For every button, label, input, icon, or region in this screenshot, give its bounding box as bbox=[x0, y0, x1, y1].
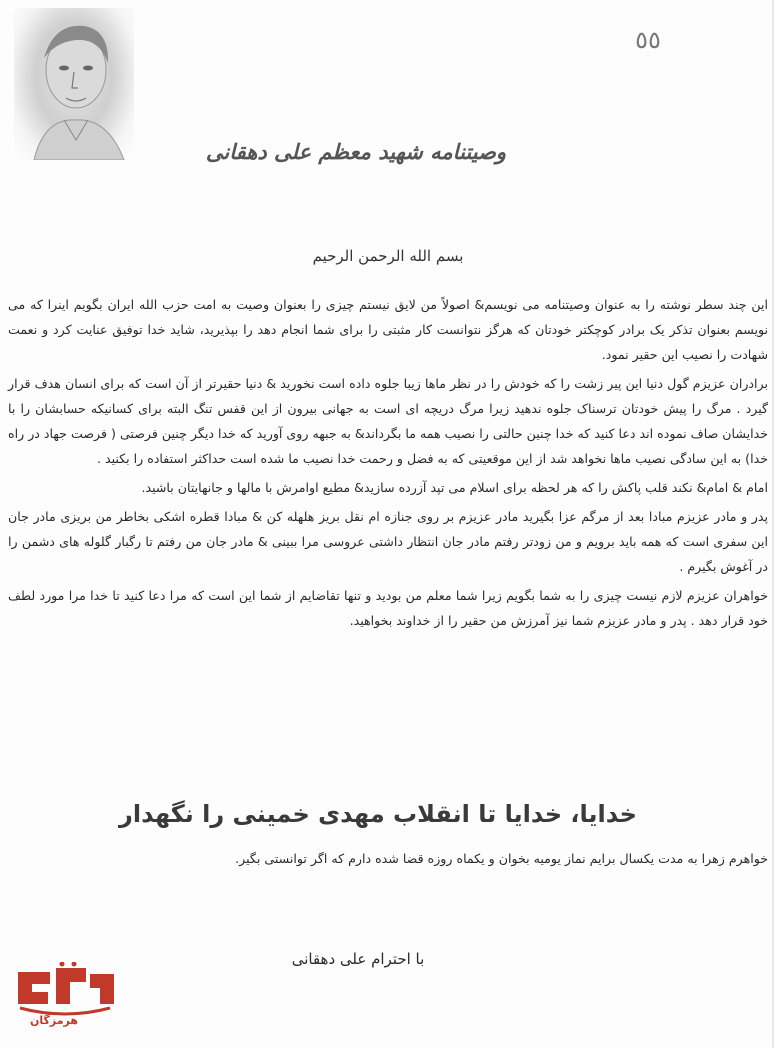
paragraph: خواهران عزیزم لازم نیست چیزی را به شما بگویم زیرا شما معلم من بودید و تنها تقاضایم از شما این است که مرا دعا کنید تا خدا مرا مورد لطف خود قرار دهد . پدر و مادر عزیزم شما نیز آمرزش من حقیر را از خداوند بخواهید. bbox=[8, 588, 768, 628]
paragraph: برادران عزیزم گول دنیا این پیر زشت را که خودش را در نظر ماها زیبا جلوه داده است نخورید & دنیا حقیرتر از آن است که برای انسان هدف قرار گیرد . مرگ را پیش خودتان ترسناک جلوه ندهید زیرا مرگ دریچه ای است به جهانی بیرون از این قفس تنگ البته برای کسانیکه حسابشان را با خدایشان صاف نموده اند دعا کنید که خدا چنین حالتی را نصیب همه ما بگرداند& به جبهه روی آورید که خدا دیگر چنین فرصتی ( فرصت جهاد در راه خدا) به این سادگی نصیب ماها نخواهد شد از این موقعیتی که به فضل و رحمت خدا نصیب ما شده است حداکثر استفاده را بکنید . bbox=[8, 376, 768, 466]
signature: با احترام علی دهقانی bbox=[291, 950, 425, 968]
logo-mark bbox=[10, 962, 120, 1042]
logo-caption: هرمزگان bbox=[29, 1014, 79, 1027]
postscript: خواهرم زهرا به مدت یکسال برایم نماز یومیه بخوان و یکماه روزه قضا شده دارم که اگر توانستی بگیر. bbox=[235, 851, 768, 866]
page-edge bbox=[772, 0, 774, 1048]
paragraph: امام & امام& نکند قلب پاکش را که هر لحظه برای اسلام می تپد آزرده سازید& مطیع اوامرش با مالها و جانهایتان باشید. bbox=[141, 480, 768, 495]
slogan: خدایا، خدایا تا انقلاب مهدی خمینی را نگهدار bbox=[119, 800, 637, 828]
bismillah-heading: بسم الله الرحمن الرحیم bbox=[312, 247, 464, 265]
navid-shahed-logo bbox=[10, 962, 120, 1042]
page-number: ٥٥ bbox=[635, 26, 661, 54]
paragraph: این چند سطر نوشته را به عنوان وصیتنامه می نویسم& اصولاً من لایق نیستم چیزی را بعنوان وصیت به امت حزب الله ایران بگویم اینرا که می نویسم بعنوان تذکر یک برادر کوچکتر خودتان که هرگز نتوانست کار مثبتی را برای شما انجام دهد را بپذیرید، شاید خدا توفیق عنایت کرد و نعمت شهادت را نصیب این حقیر نمود. bbox=[8, 297, 768, 362]
will-body bbox=[8, 292, 768, 637]
document-title: وصیتنامه شهید معظم علی دهقانی bbox=[205, 140, 507, 164]
paragraph: پدر و مادر عزیزم مبادا بعد از مرگم عزا بگیرید مادر عزیزم بر روی جنازه ام نقل بریز هلهله کن & مبادا قطره اشکی بخاطر من بریزی مادر جان این سفری است که همه باید برویم و من زودتر رفتم مادر جان انتظار داشتی عروسی مرا ببینی & مادر جان من رفتم تا رگبار گلوله های دشمن را در آغوش بگیرم . bbox=[8, 509, 768, 574]
martyr-portrait bbox=[14, 8, 134, 160]
portrait-sketch bbox=[14, 8, 134, 160]
